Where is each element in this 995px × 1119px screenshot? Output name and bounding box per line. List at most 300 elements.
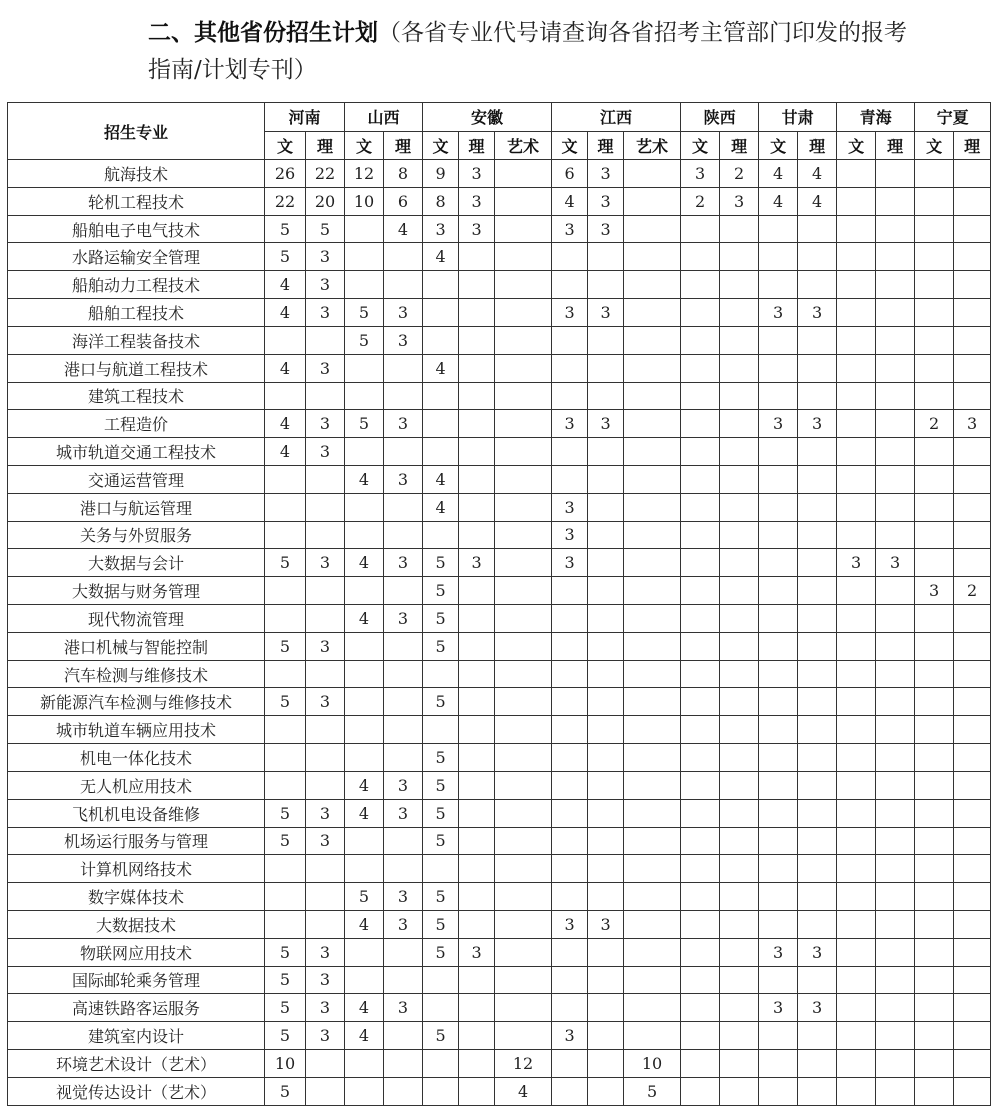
quota-cell xyxy=(681,1077,720,1105)
quota-cell xyxy=(345,521,384,549)
category-header: 文 xyxy=(345,131,384,160)
quota-cell: 5 xyxy=(423,1022,459,1050)
quota-cell xyxy=(459,326,495,354)
quota-cell xyxy=(798,271,837,299)
quota-cell: 6 xyxy=(552,160,588,188)
quota-cell: 4 xyxy=(265,438,306,466)
quota-cell xyxy=(915,271,954,299)
section-heading xyxy=(148,14,908,89)
quota-cell xyxy=(588,493,624,521)
quota-cell: 2 xyxy=(720,160,759,188)
quota-cell xyxy=(423,855,459,883)
table-row xyxy=(8,1077,991,1105)
quota-cell: 4 xyxy=(345,994,384,1022)
quota-cell: 5 xyxy=(265,799,306,827)
quota-cell: 5 xyxy=(423,632,459,660)
quota-cell xyxy=(915,855,954,883)
quota-cell xyxy=(588,1050,624,1078)
major-name-cell: 船舶电子电气技术 xyxy=(8,215,265,243)
quota-cell xyxy=(837,827,876,855)
quota-cell xyxy=(588,827,624,855)
quota-cell xyxy=(759,910,798,938)
quota-cell xyxy=(915,160,954,188)
quota-cell: 8 xyxy=(423,187,459,215)
quota-cell xyxy=(384,382,423,410)
quota-cell xyxy=(495,549,552,577)
quota-cell xyxy=(954,493,991,521)
quota-cell xyxy=(265,493,306,521)
quota-cell xyxy=(345,827,384,855)
quota-cell xyxy=(495,521,552,549)
quota-cell: 12 xyxy=(345,160,384,188)
quota-cell xyxy=(459,994,495,1022)
quota-cell xyxy=(306,1050,345,1078)
major-name-cell: 工程造价 xyxy=(8,410,265,438)
major-name-cell: 港口与航运管理 xyxy=(8,493,265,521)
quota-cell: 5 xyxy=(423,771,459,799)
major-name-cell: 国际邮轮乘务管理 xyxy=(8,966,265,994)
quota-cell xyxy=(459,910,495,938)
quota-cell xyxy=(837,271,876,299)
enrollment-plan-table xyxy=(7,102,991,1106)
quota-cell: 3 xyxy=(459,160,495,188)
major-name-cell: 港口与航道工程技术 xyxy=(8,354,265,382)
quota-cell xyxy=(915,771,954,799)
quota-cell: 3 xyxy=(954,410,991,438)
quota-cell xyxy=(495,187,552,215)
quota-cell xyxy=(552,855,588,883)
quota-cell: 5 xyxy=(265,632,306,660)
table-row xyxy=(8,910,991,938)
quota-cell xyxy=(495,605,552,633)
quota-cell xyxy=(876,827,915,855)
quota-cell: 3 xyxy=(306,410,345,438)
table-row xyxy=(8,855,991,883)
quota-cell xyxy=(720,883,759,911)
quota-cell xyxy=(681,438,720,466)
quota-cell xyxy=(588,326,624,354)
quota-cell xyxy=(915,299,954,327)
quota-cell xyxy=(624,632,681,660)
quota-cell xyxy=(624,160,681,188)
quota-cell xyxy=(588,521,624,549)
quota-cell xyxy=(759,382,798,410)
quota-cell xyxy=(876,660,915,688)
quota-cell xyxy=(624,660,681,688)
quota-cell xyxy=(798,1022,837,1050)
quota-cell xyxy=(588,243,624,271)
quota-cell xyxy=(423,660,459,688)
quota-cell xyxy=(915,549,954,577)
major-name-cell: 交通运营管理 xyxy=(8,465,265,493)
quota-cell xyxy=(624,938,681,966)
quota-cell xyxy=(954,215,991,243)
quota-cell xyxy=(459,605,495,633)
quota-cell xyxy=(624,187,681,215)
quota-cell xyxy=(915,688,954,716)
quota-cell xyxy=(681,744,720,772)
quota-cell xyxy=(588,577,624,605)
major-name-cell: 计算机网络技术 xyxy=(8,855,265,883)
quota-cell xyxy=(876,883,915,911)
table-row xyxy=(8,605,991,633)
quota-cell xyxy=(384,966,423,994)
quota-cell: 3 xyxy=(915,577,954,605)
quota-cell xyxy=(459,1050,495,1078)
province-header: 河南 xyxy=(265,103,345,132)
major-name-cell: 船舶动力工程技术 xyxy=(8,271,265,299)
major-name-cell: 水路运输安全管理 xyxy=(8,243,265,271)
quota-cell xyxy=(423,1077,459,1105)
quota-cell xyxy=(495,994,552,1022)
quota-cell xyxy=(459,299,495,327)
major-name-cell: 汽车检测与维修技术 xyxy=(8,660,265,688)
quota-cell: 3 xyxy=(306,1022,345,1050)
quota-cell xyxy=(954,187,991,215)
quota-cell: 3 xyxy=(588,910,624,938)
quota-cell xyxy=(265,771,306,799)
quota-cell xyxy=(954,1050,991,1078)
quota-cell: 5 xyxy=(345,326,384,354)
quota-cell: 3 xyxy=(759,938,798,966)
table-row xyxy=(8,688,991,716)
quota-cell xyxy=(915,493,954,521)
quota-cell xyxy=(588,883,624,911)
quota-cell xyxy=(588,744,624,772)
table-row xyxy=(8,771,991,799)
quota-cell xyxy=(915,799,954,827)
quota-cell xyxy=(876,577,915,605)
quota-cell xyxy=(384,1050,423,1078)
quota-cell xyxy=(681,215,720,243)
category-header: 理 xyxy=(384,131,423,160)
quota-cell xyxy=(306,660,345,688)
quota-cell: 3 xyxy=(681,160,720,188)
quota-cell: 3 xyxy=(588,215,624,243)
quota-cell: 3 xyxy=(798,938,837,966)
category-header: 文 xyxy=(915,131,954,160)
quota-cell xyxy=(495,299,552,327)
quota-cell xyxy=(624,271,681,299)
quota-cell xyxy=(495,938,552,966)
quota-cell xyxy=(384,1022,423,1050)
quota-cell: 5 xyxy=(265,994,306,1022)
quota-cell: 3 xyxy=(384,910,423,938)
quota-cell xyxy=(837,438,876,466)
quota-cell xyxy=(798,577,837,605)
quota-cell xyxy=(954,271,991,299)
quota-cell: 5 xyxy=(423,799,459,827)
quota-cell xyxy=(915,465,954,493)
quota-cell xyxy=(837,243,876,271)
quota-cell xyxy=(837,187,876,215)
quota-cell xyxy=(384,744,423,772)
quota-cell xyxy=(759,1022,798,1050)
quota-cell xyxy=(720,493,759,521)
quota-cell: 3 xyxy=(384,605,423,633)
quota-cell xyxy=(588,660,624,688)
quota-cell xyxy=(681,966,720,994)
quota-cell xyxy=(495,1022,552,1050)
quota-cell xyxy=(798,354,837,382)
quota-cell xyxy=(681,493,720,521)
table-row xyxy=(8,160,991,188)
quota-cell: 3 xyxy=(552,410,588,438)
quota-cell xyxy=(588,1022,624,1050)
quota-cell xyxy=(681,521,720,549)
quota-cell xyxy=(624,243,681,271)
quota-cell xyxy=(798,1077,837,1105)
category-header: 理 xyxy=(588,131,624,160)
quota-cell: 4 xyxy=(423,243,459,271)
quota-cell: 3 xyxy=(459,215,495,243)
quota-cell xyxy=(759,799,798,827)
quota-cell xyxy=(720,549,759,577)
quota-cell: 4 xyxy=(423,465,459,493)
quota-cell: 3 xyxy=(798,299,837,327)
quota-cell: 4 xyxy=(265,299,306,327)
quota-cell xyxy=(954,771,991,799)
category-header: 文 xyxy=(265,131,306,160)
quota-cell xyxy=(306,744,345,772)
quota-cell xyxy=(759,521,798,549)
quota-cell xyxy=(720,855,759,883)
quota-cell xyxy=(837,716,876,744)
quota-cell xyxy=(624,354,681,382)
major-name-cell: 建筑工程技术 xyxy=(8,382,265,410)
table-row xyxy=(8,577,991,605)
quota-cell xyxy=(759,354,798,382)
quota-cell xyxy=(459,1022,495,1050)
quota-cell xyxy=(265,382,306,410)
quota-cell xyxy=(876,215,915,243)
quota-cell xyxy=(915,1022,954,1050)
quota-cell xyxy=(588,632,624,660)
quota-cell xyxy=(588,799,624,827)
quota-cell xyxy=(495,744,552,772)
quota-cell xyxy=(495,465,552,493)
quota-cell: 3 xyxy=(306,438,345,466)
quota-cell xyxy=(720,410,759,438)
quota-cell xyxy=(345,354,384,382)
province-header: 甘肃 xyxy=(759,103,837,132)
quota-cell xyxy=(552,771,588,799)
quota-cell: 3 xyxy=(552,521,588,549)
table-row xyxy=(8,827,991,855)
major-name-cell: 大数据与会计 xyxy=(8,549,265,577)
quota-cell xyxy=(915,354,954,382)
province-header: 江西 xyxy=(552,103,681,132)
quota-cell xyxy=(345,938,384,966)
quota-cell xyxy=(720,438,759,466)
quota-cell xyxy=(423,326,459,354)
quota-cell: 3 xyxy=(552,493,588,521)
quota-cell xyxy=(624,605,681,633)
quota-cell xyxy=(345,855,384,883)
heading-title: 二、其他省份招生计划 xyxy=(148,19,378,46)
quota-cell xyxy=(720,771,759,799)
quota-cell: 3 xyxy=(720,187,759,215)
table-row xyxy=(8,549,991,577)
quota-cell xyxy=(837,660,876,688)
quota-cell xyxy=(624,966,681,994)
quota-cell xyxy=(915,187,954,215)
quota-cell: 2 xyxy=(681,187,720,215)
quota-cell xyxy=(915,243,954,271)
quota-cell xyxy=(588,354,624,382)
quota-cell xyxy=(915,994,954,1022)
table-row xyxy=(8,744,991,772)
header-row-provinces xyxy=(8,103,991,132)
quota-cell xyxy=(720,910,759,938)
quota-cell xyxy=(459,1077,495,1105)
quota-cell xyxy=(720,1077,759,1105)
quota-cell xyxy=(954,299,991,327)
quota-cell xyxy=(798,883,837,911)
quota-cell xyxy=(837,771,876,799)
quota-cell: 3 xyxy=(384,994,423,1022)
quota-cell xyxy=(759,465,798,493)
quota-cell xyxy=(681,549,720,577)
category-header: 理 xyxy=(720,131,759,160)
quota-cell xyxy=(495,243,552,271)
quota-cell xyxy=(876,688,915,716)
quota-cell: 4 xyxy=(345,910,384,938)
quota-cell xyxy=(624,299,681,327)
table-row xyxy=(8,966,991,994)
quota-cell xyxy=(954,910,991,938)
quota-cell: 4 xyxy=(345,1022,384,1050)
category-header: 文 xyxy=(552,131,588,160)
quota-cell xyxy=(759,771,798,799)
quota-cell xyxy=(423,966,459,994)
quota-cell xyxy=(624,382,681,410)
quota-cell xyxy=(588,994,624,1022)
quota-cell: 3 xyxy=(459,549,495,577)
quota-cell xyxy=(837,1022,876,1050)
quota-cell xyxy=(720,382,759,410)
quota-cell xyxy=(876,910,915,938)
quota-cell xyxy=(915,215,954,243)
quota-cell: 4 xyxy=(265,410,306,438)
quota-cell xyxy=(384,938,423,966)
quota-cell xyxy=(423,716,459,744)
quota-cell xyxy=(495,632,552,660)
quota-cell xyxy=(798,632,837,660)
quota-cell xyxy=(459,744,495,772)
quota-cell xyxy=(837,382,876,410)
major-name-cell: 现代物流管理 xyxy=(8,605,265,633)
quota-cell xyxy=(837,160,876,188)
quota-cell xyxy=(720,354,759,382)
quota-cell xyxy=(915,966,954,994)
quota-cell xyxy=(915,438,954,466)
quota-cell xyxy=(720,966,759,994)
quota-cell: 9 xyxy=(423,160,459,188)
quota-cell xyxy=(876,187,915,215)
quota-cell xyxy=(876,855,915,883)
major-name-cell: 机场运行服务与管理 xyxy=(8,827,265,855)
quota-cell: 5 xyxy=(265,549,306,577)
quota-cell xyxy=(588,855,624,883)
quota-cell xyxy=(306,883,345,911)
quota-cell xyxy=(345,243,384,271)
category-header: 理 xyxy=(954,131,991,160)
quota-cell xyxy=(837,326,876,354)
quota-cell: 3 xyxy=(306,994,345,1022)
quota-cell xyxy=(720,632,759,660)
quota-cell xyxy=(759,632,798,660)
quota-cell xyxy=(720,577,759,605)
quota-cell xyxy=(588,382,624,410)
quota-cell xyxy=(876,493,915,521)
quota-cell xyxy=(837,799,876,827)
quota-cell xyxy=(552,883,588,911)
quota-cell xyxy=(588,938,624,966)
major-name-cell: 关务与外贸服务 xyxy=(8,521,265,549)
quota-cell xyxy=(552,438,588,466)
quota-cell xyxy=(306,521,345,549)
major-name-cell: 数字媒体技术 xyxy=(8,883,265,911)
quota-cell xyxy=(306,771,345,799)
category-header: 文 xyxy=(837,131,876,160)
quota-cell xyxy=(798,771,837,799)
quota-cell xyxy=(876,744,915,772)
quota-cell xyxy=(915,632,954,660)
quota-cell xyxy=(495,799,552,827)
quota-cell xyxy=(915,660,954,688)
quota-cell xyxy=(681,771,720,799)
quota-cell xyxy=(306,326,345,354)
quota-cell xyxy=(495,326,552,354)
quota-cell xyxy=(495,354,552,382)
quota-cell xyxy=(720,271,759,299)
quota-cell: 3 xyxy=(384,549,423,577)
quota-cell xyxy=(915,744,954,772)
quota-cell xyxy=(459,521,495,549)
quota-cell xyxy=(588,465,624,493)
quota-cell xyxy=(459,465,495,493)
quota-cell xyxy=(915,716,954,744)
quota-cell xyxy=(681,938,720,966)
quota-cell xyxy=(624,799,681,827)
quota-cell xyxy=(915,827,954,855)
major-name-cell: 海洋工程装备技术 xyxy=(8,326,265,354)
quota-cell xyxy=(624,521,681,549)
quota-cell xyxy=(837,577,876,605)
quota-cell xyxy=(681,326,720,354)
quota-cell xyxy=(552,994,588,1022)
quota-cell xyxy=(798,215,837,243)
quota-cell: 4 xyxy=(495,1077,552,1105)
quota-cell: 4 xyxy=(345,771,384,799)
quota-cell xyxy=(720,1050,759,1078)
quota-cell xyxy=(954,354,991,382)
major-name-cell: 航海技术 xyxy=(8,160,265,188)
quota-cell xyxy=(552,660,588,688)
quota-cell xyxy=(798,1050,837,1078)
quota-cell xyxy=(588,605,624,633)
quota-cell: 6 xyxy=(384,187,423,215)
quota-cell xyxy=(265,716,306,744)
quota-cell xyxy=(798,326,837,354)
quota-cell xyxy=(624,549,681,577)
quota-cell xyxy=(759,744,798,772)
quota-cell xyxy=(954,1022,991,1050)
quota-cell xyxy=(345,966,384,994)
quota-cell xyxy=(552,243,588,271)
quota-cell xyxy=(759,271,798,299)
